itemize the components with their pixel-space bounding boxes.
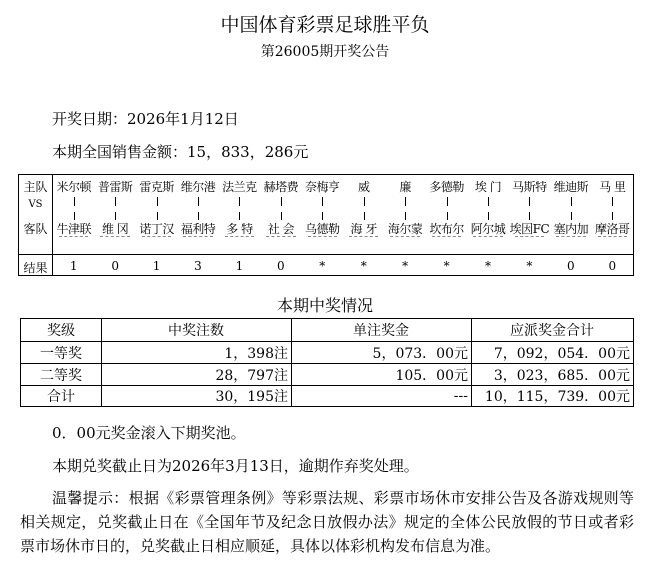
match-column [53,175,94,275]
vs-bar [239,212,240,220]
column-separator [471,319,472,406]
vs-bar [529,212,530,220]
vs-bar [239,197,240,206]
pool-note: 0．00元奖金滚入下期奖池。 [52,424,246,442]
table-row [21,341,633,363]
vs-bar [198,212,199,220]
vs-bar [447,212,448,220]
match-result: 3 [194,259,202,273]
prize-count: 30，195注 [215,389,288,405]
home-team: 雷克斯 [139,180,174,194]
unit-prize: --- [453,388,468,404]
vs-bar [612,212,613,220]
home-team: 威 [357,180,370,194]
table-row [21,385,633,406]
vs-bar [74,212,75,220]
match-column [302,175,343,275]
vs-bar [157,197,158,206]
match-result: 0 [608,259,617,273]
dash-line [142,236,171,237]
match-table [18,174,634,276]
vs-bar [281,197,282,206]
home-team: 维尔港 [180,180,216,194]
match-column [509,175,550,275]
prize-count: 28，797注 [215,367,288,384]
match-column [94,175,135,275]
prize-level: 一等奖 [40,345,82,362]
away-team: 坎布尔 [429,222,464,236]
match-column [177,175,218,275]
home-team: 奈梅亨 [305,180,340,194]
vs-bar [571,212,572,220]
vs-bar [612,197,613,206]
match-result: * [485,259,491,273]
deadline-note: 本期兑奖截止日为2026年3月13日，逾期作弃奖处理。 [52,457,419,475]
dash-line [266,236,295,237]
header-level: 奖级 [47,323,75,339]
match-column [426,175,467,275]
section-title: 本期中奖情况 [276,296,373,315]
dash-line [556,236,585,237]
dash-line [100,236,129,237]
match-result: * [402,259,409,273]
prize-header-row [21,319,633,341]
vs-bar [74,197,75,206]
match-column [550,175,591,275]
away-team: 阿尔城 [470,222,506,236]
home-team: 普雷斯 [97,180,133,194]
vs-bar [322,197,323,206]
table-row [21,363,633,385]
dash-line [225,236,254,237]
away-team: 福利特 [180,222,216,236]
dash-line [473,236,502,237]
home-team: 维迪斯 [553,180,589,194]
vs-bar [115,212,116,220]
header-count: 中奖注数 [168,323,224,339]
away-label: 客队 [23,222,48,236]
away-team: 维 冈 [101,222,129,236]
prize-level: 合计 [47,389,75,405]
away-team: 多 特 [226,222,253,236]
vs-bar [364,212,365,220]
match-column [219,175,260,275]
total-prize: 7，092，054．00元 [493,345,630,362]
vs-bar [281,212,282,220]
vs-bar [488,212,489,220]
total-prize: 3，023，685．00元 [493,367,630,384]
home-team: 马斯特 [512,180,547,194]
match-result: 1 [152,259,161,273]
match-column [592,175,633,275]
vs-bar [529,197,530,206]
home-label: 主队 [23,180,48,194]
dash-line [308,236,337,237]
away-team: 埃因FC [509,222,550,236]
draw-date: 开奖日期：2026年1月12日 [52,110,239,128]
match-column [136,175,177,275]
away-team: 海尔蒙 [387,222,423,236]
sales-amount: 本期全国销售金额：15，833，286元 [52,143,309,161]
header-total-prize: 应派奖金合计 [510,323,594,339]
total-prize: 10，115，739．00元 [484,389,630,405]
dash-line [59,236,88,237]
column-separator [101,319,102,406]
home-team: 赫塔费 [263,180,299,194]
home-team: 多德勒 [429,180,464,194]
vs-bar [322,212,323,220]
page-subtitle: 第26005期开奖公告 [260,44,390,60]
home-team: 马 里 [599,180,626,194]
prize-table [20,318,634,407]
home-team: 法兰克 [222,180,257,194]
match-column [467,175,508,275]
header-unit-prize: 单注奖金 [353,323,409,339]
match-result: * [360,259,367,273]
dash-line [390,236,419,237]
home-team: 埃 门 [474,180,502,194]
away-team: 摩洛哥 [595,222,630,236]
match-result: 0 [567,259,575,273]
home-team: 米尔顿 [56,180,91,194]
reminder-text: 温馨提示：根据《彩票管理条例》等彩票法规、彩票市场休市安排公告及各游戏规则等相关规定，兑奖截止日在《全国年节及纪念日放假办法》规定的全体公民放假的节日或者彩票市场休市日的，兑奖截止日相应顺延，具体以体彩机构发布信息为准。 [20,489,634,555]
match-result: * [526,259,533,273]
match-result: 1 [235,259,244,273]
match-result: 1 [69,259,78,273]
unit-prize: 105．00元 [395,367,468,384]
match-column [384,175,425,275]
match-result: 0 [277,259,285,273]
match-column [260,175,301,275]
match-result: * [443,259,450,273]
vs-bar [405,212,406,220]
prize-level: 二等奖 [40,367,82,384]
match-result: 0 [111,259,119,273]
dash-line [432,236,461,237]
dash-line [515,236,544,237]
vs-label: VS [28,199,43,210]
away-team: 海 牙 [350,222,377,236]
away-team: 诺丁汉 [139,222,174,236]
vs-bar [115,197,116,206]
away-team: 乌德勒 [305,222,340,236]
vs-bar [405,197,406,206]
vs-bar [157,212,158,220]
prize-count: 1，398注 [224,345,288,362]
match-result: * [319,259,326,273]
column-separator [291,319,292,406]
vs-bar [447,197,448,206]
dash-line [349,236,378,237]
dash-line [183,236,212,237]
vs-bar [488,197,489,206]
away-team: 牛津联 [56,222,91,236]
match-column [343,175,384,275]
away-team: 塞内加 [553,222,589,236]
dash-line [598,236,627,237]
home-team: 廉 [399,180,411,194]
vs-bar [571,197,572,206]
vs-bar [364,197,365,206]
page-title: 中国体育彩票足球胜平负 [220,14,430,36]
result-label: 结果 [23,261,48,275]
unit-prize: 5，073．00元 [372,345,468,362]
vs-bar [198,197,199,206]
away-team: 社 会 [267,222,295,236]
